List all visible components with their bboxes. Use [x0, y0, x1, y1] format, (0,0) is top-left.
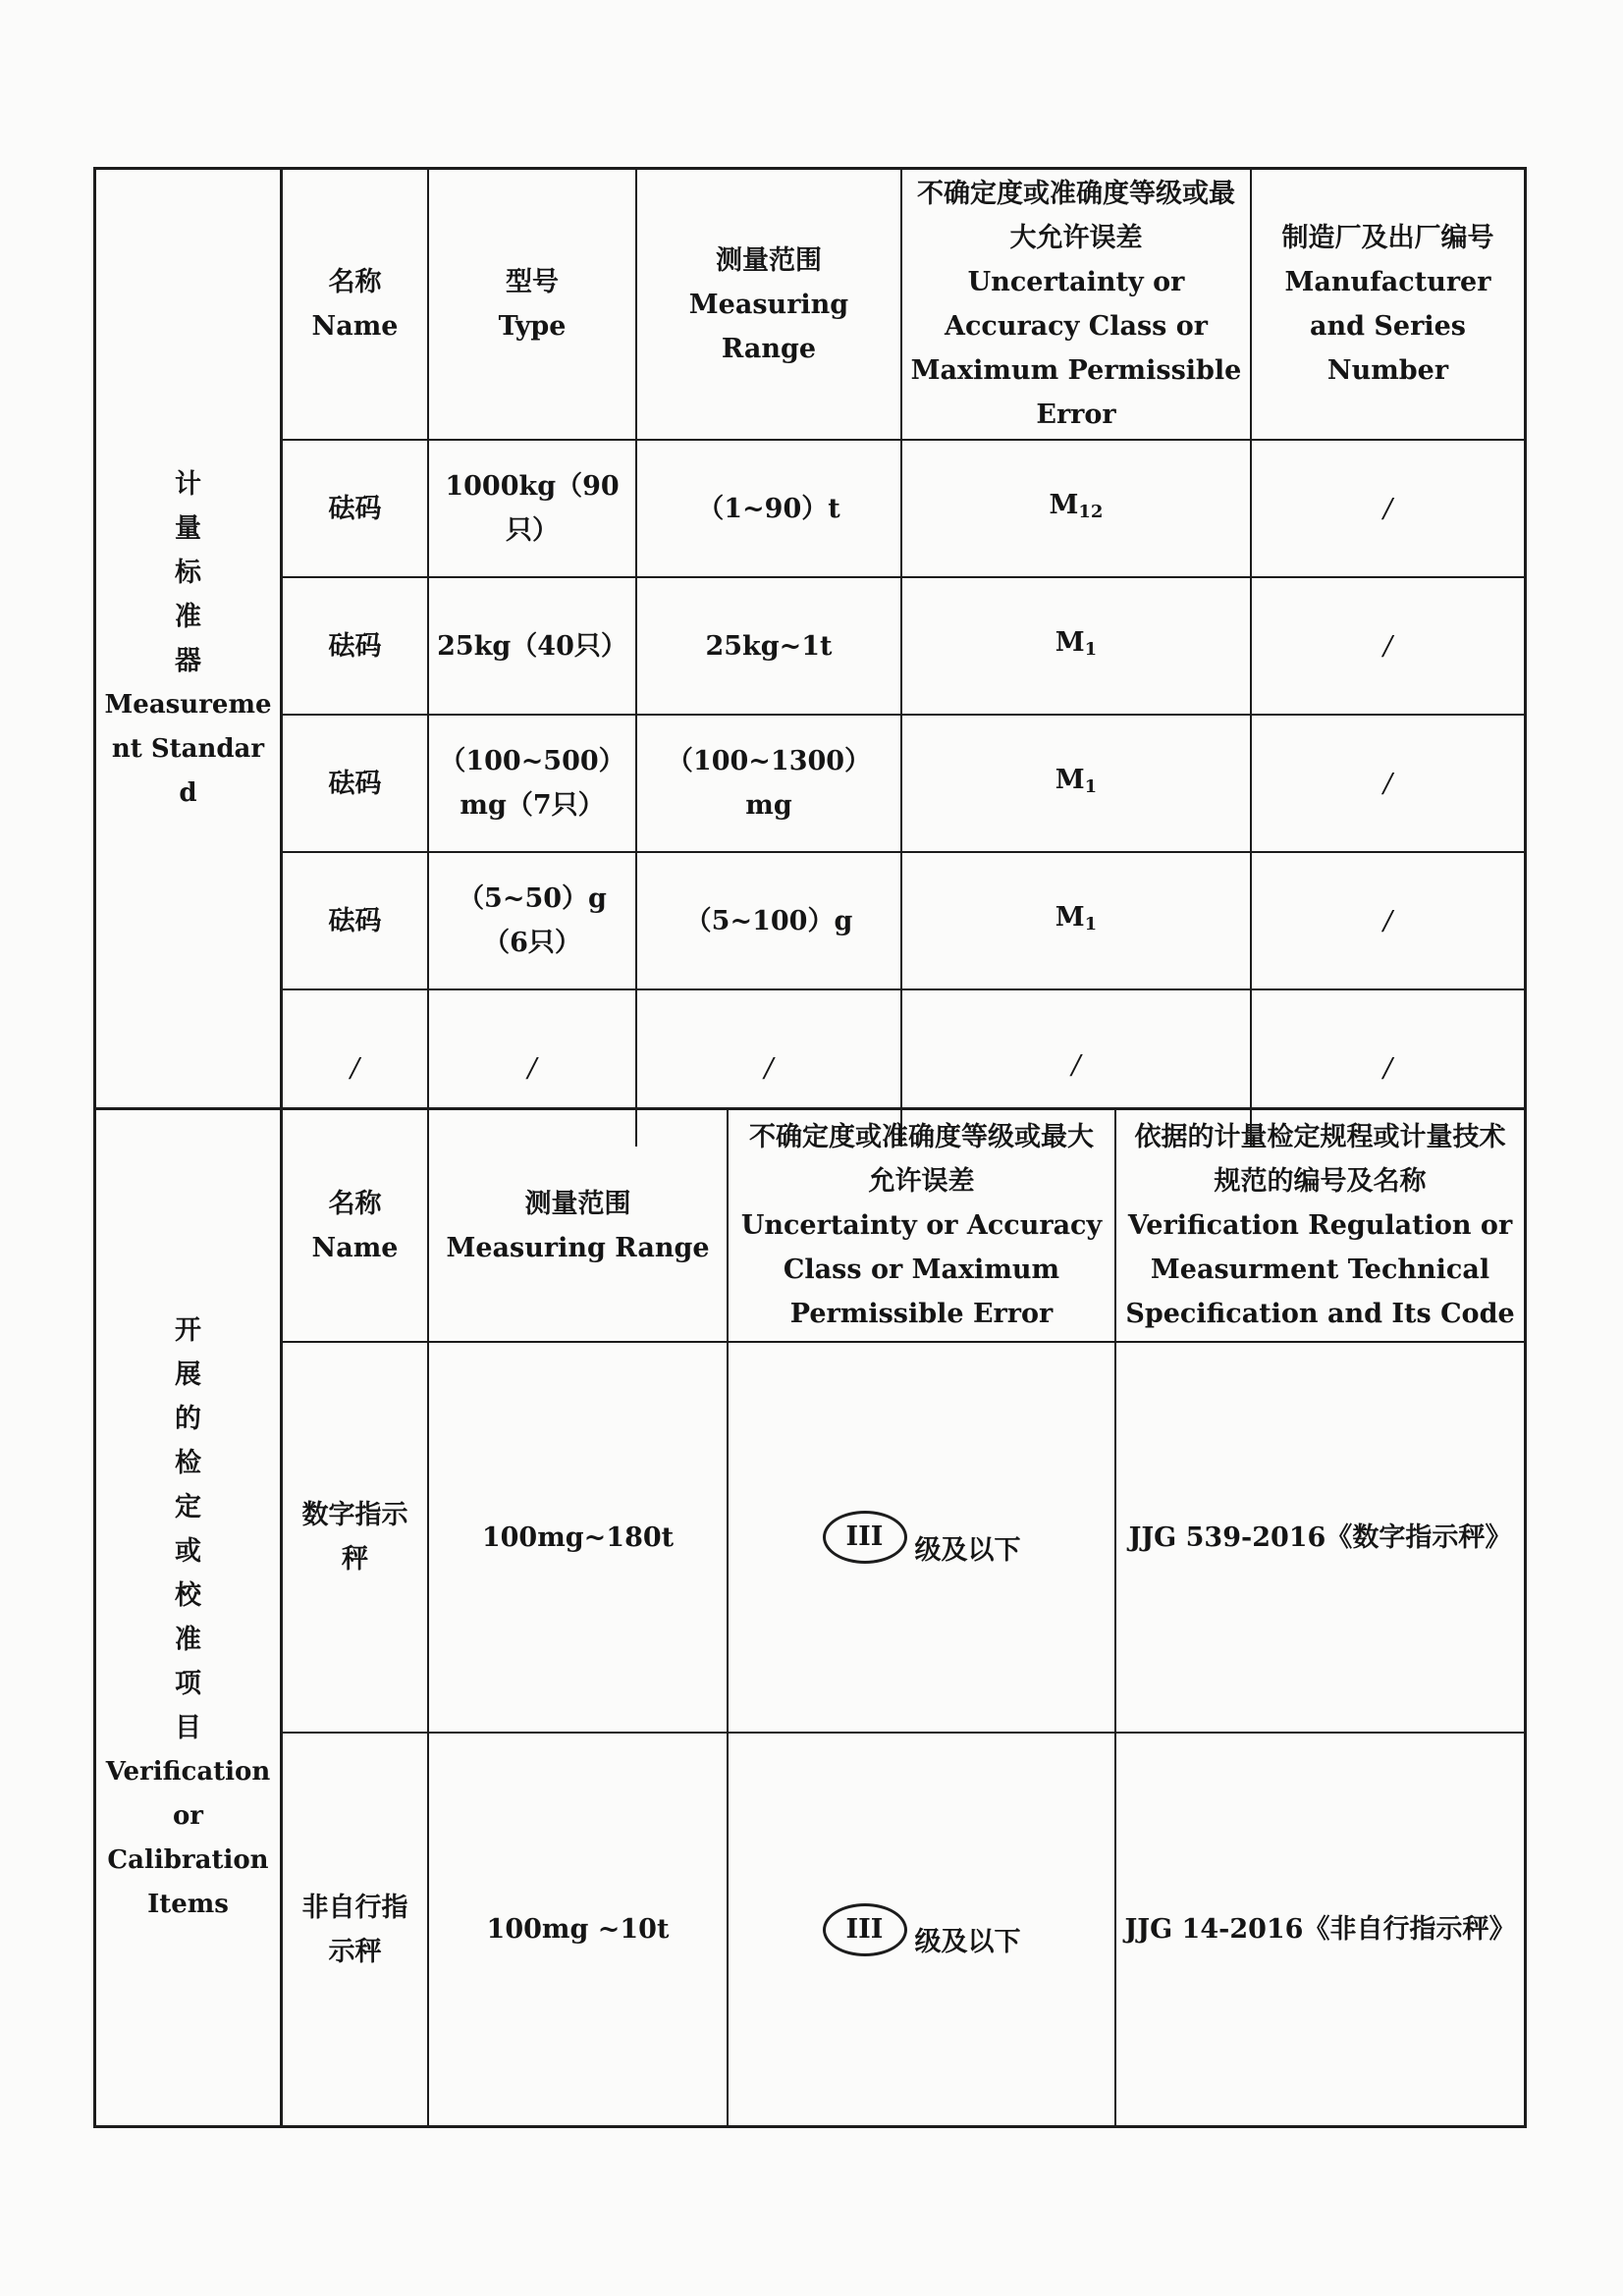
cell-range: /	[636, 989, 901, 1147]
side-char: 项	[175, 1669, 201, 1699]
table-row	[283, 440, 1524, 577]
cell-type: （5~50）g（6只）	[428, 852, 636, 989]
cell-name: 数字指示秤	[283, 1342, 428, 1733]
side-char: 目	[175, 1713, 201, 1743]
header-name: 名称 Name	[283, 170, 428, 440]
side-label-en: Verification	[105, 1757, 271, 1787]
header-uncertainty: 不确定度或准确度等级或最大允许误差 Uncertainty or Accuracy Class or Maximum Permissible Error	[728, 1110, 1115, 1342]
class-text: 级及以下	[914, 1534, 1021, 1566]
header-range: 测量范围 Measuring Range	[636, 170, 901, 440]
cell-range: （1~90）t	[636, 440, 901, 577]
cell-name: 砝码	[283, 440, 428, 577]
cell-range: 100mg ~10t	[428, 1733, 728, 2125]
side-char: 准	[175, 1625, 201, 1655]
cell-name: 非自行指示秤	[283, 1733, 428, 2125]
cell-regulation: JJG 14-2016《非自行指示秤》	[1115, 1733, 1524, 2125]
certificate-table	[93, 167, 1527, 2128]
side-char: 开	[175, 1315, 201, 1346]
cell-class: $M_{12}$	[901, 440, 1251, 577]
header-row	[283, 1110, 1524, 1342]
side-label-en: Measurement Standard	[104, 689, 272, 808]
measurement-standard-table	[283, 170, 1524, 1147]
header-row	[283, 170, 1524, 440]
cell-manufacturer: /	[1251, 989, 1524, 1147]
cell-type: 1000kg（90只）	[428, 440, 636, 577]
cell-type: 25kg（40只）	[428, 577, 636, 715]
cell-range: （5~100）g	[636, 852, 901, 989]
verification-items-label	[96, 1110, 283, 2125]
side-char: 计	[175, 468, 201, 500]
table-row	[283, 1733, 1524, 2125]
side-label-en: Calibration	[107, 1845, 269, 1875]
cell-range: 100mg~180t	[428, 1342, 728, 1733]
cell-range: 25kg~1t	[636, 577, 901, 715]
side-char: 校	[175, 1580, 201, 1611]
cell-type: （100~500）mg（7只）	[428, 715, 636, 852]
cell-manufacturer: /	[1251, 715, 1524, 852]
side-label-en: or	[172, 1801, 204, 1831]
header-manufacturer: 制造厂及出厂编号 Manufacturer and Series Number	[1251, 170, 1524, 440]
cell-manufacturer: /	[1251, 440, 1524, 577]
side-char: 检	[175, 1448, 201, 1478]
cell-class: $M_1$	[901, 852, 1251, 989]
cell-regulation: JJG 539-2016《数字指示秤》	[1115, 1342, 1524, 1733]
header-range: 测量范围 Measuring Range	[428, 1110, 728, 1342]
cell-manufacturer: /	[1251, 577, 1524, 715]
cell-class: $M_1$	[901, 577, 1251, 715]
side-char: 展	[175, 1360, 201, 1390]
verification-items-table	[283, 1110, 1524, 2125]
verification-items-section	[96, 1110, 1524, 2125]
cell-class	[728, 1733, 1115, 2125]
cell-range: （100~1300）mg	[636, 715, 901, 852]
cell-name: 砝码	[283, 715, 428, 852]
table-row	[283, 1342, 1524, 1733]
measurement-standard-label	[96, 170, 283, 1107]
header-uncertainty: 不确定度或准确度等级或最大允许误差 Uncertainty or Accuracy Class or Maximum Permissible Error	[901, 170, 1251, 440]
side-char: 量	[175, 512, 201, 544]
class-text: 级及以下	[914, 1927, 1021, 1957]
accuracy-class-oval: III	[823, 1903, 907, 1956]
side-char: 准	[175, 601, 201, 632]
cell-type: /	[428, 989, 636, 1147]
table-row	[283, 852, 1524, 989]
header-type: 型号 Type	[428, 170, 636, 440]
cell-class	[728, 1342, 1115, 1733]
cell-manufacturer: /	[1251, 852, 1524, 989]
cell-class: /	[901, 989, 1251, 1147]
cell-name: /	[283, 989, 428, 1147]
table-row	[283, 577, 1524, 715]
side-char: 或	[175, 1536, 201, 1567]
side-char: 的	[175, 1404, 201, 1434]
side-label-en: Items	[147, 1890, 229, 1919]
accuracy-class-oval: III	[823, 1511, 907, 1564]
cell-name: 砝码	[283, 852, 428, 989]
side-char: 标	[175, 557, 201, 588]
header-name: 名称 Name	[283, 1110, 428, 1342]
cell-name: 砝码	[283, 577, 428, 715]
table-row	[283, 715, 1524, 852]
side-char: 定	[175, 1492, 201, 1522]
header-regulation: 依据的计量检定规程或计量技术规范的编号及名称 Verification Regulation or Measurment Technical Specification and Its Code	[1115, 1110, 1524, 1342]
cell-class: $M_1$	[901, 715, 1251, 852]
measurement-standard-section	[96, 170, 1524, 1110]
side-char: 器	[175, 645, 201, 676]
